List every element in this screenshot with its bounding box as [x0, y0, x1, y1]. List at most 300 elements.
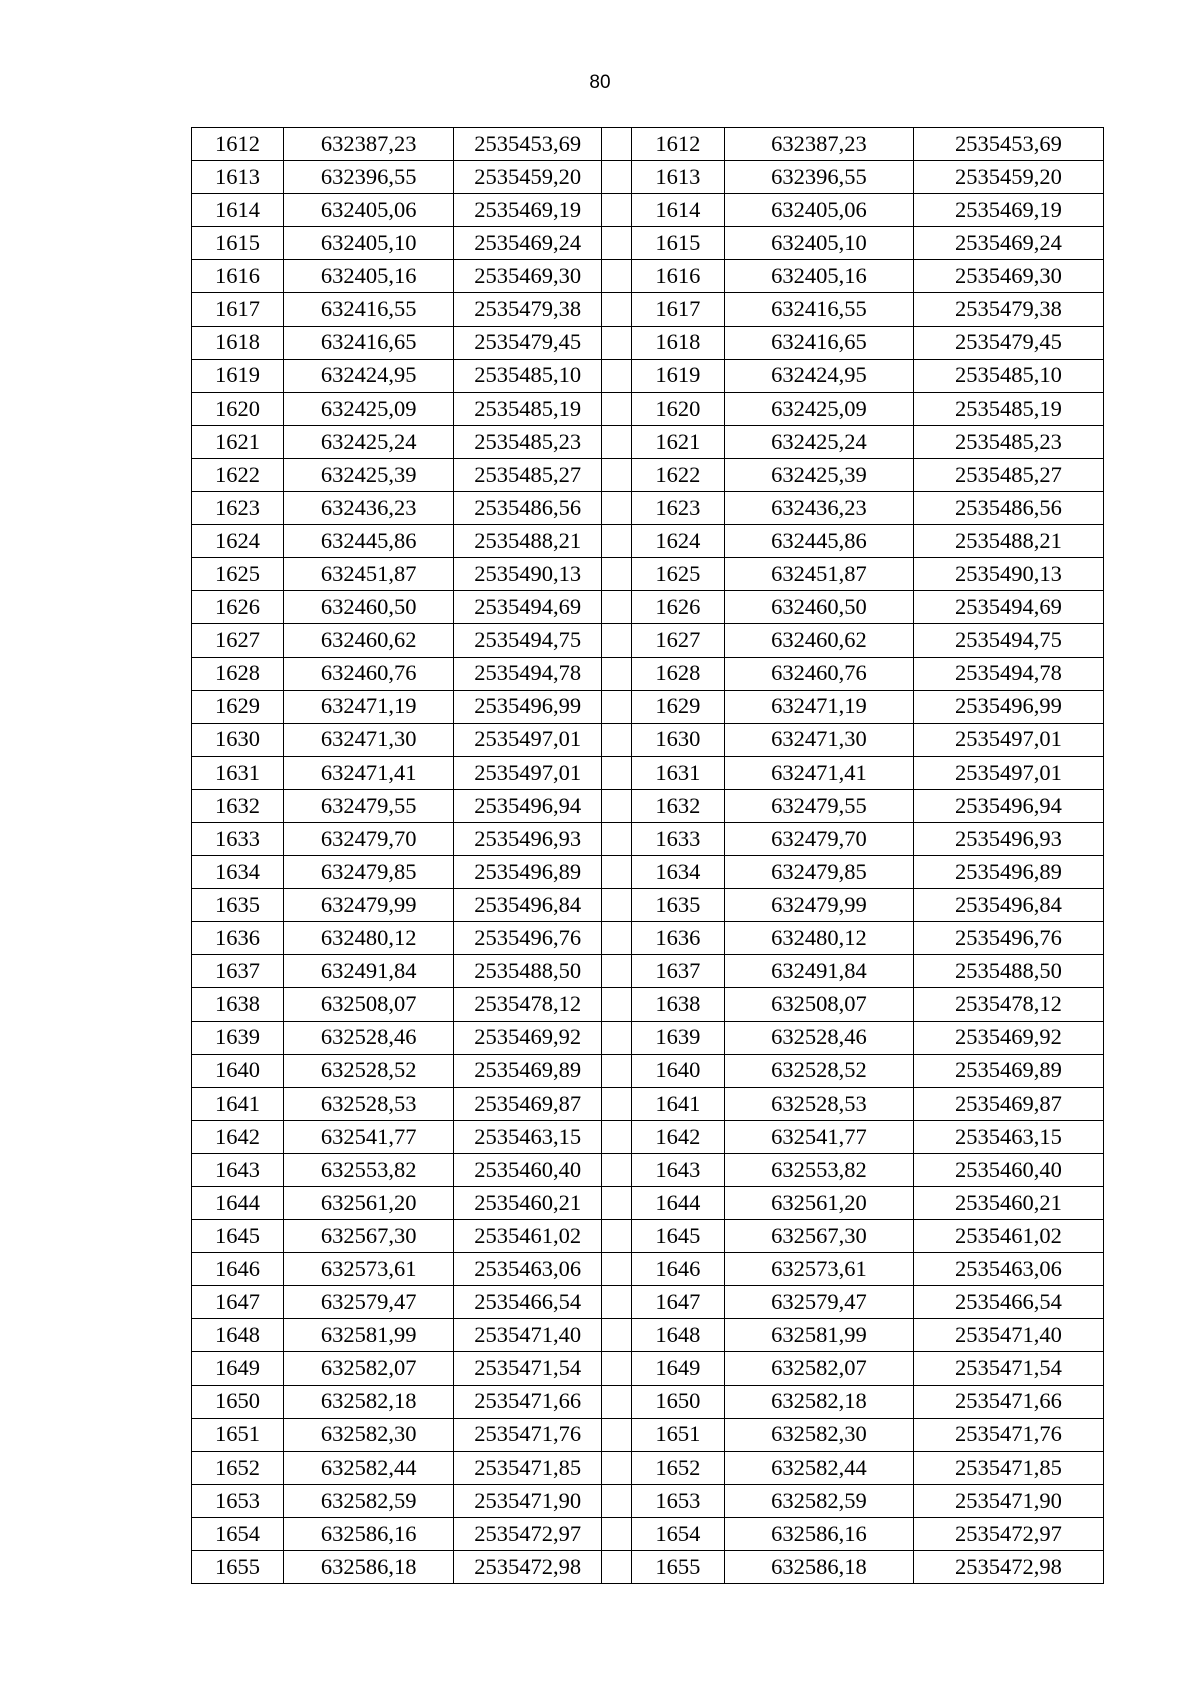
table-row [192, 1054, 1104, 1087]
x-coordinate-cell: 632567,30 [724, 1220, 913, 1253]
point-number-cell: 1637 [192, 955, 284, 988]
table-row [192, 856, 1104, 889]
point-number-cell: 1618 [631, 326, 724, 359]
x-coordinate-cell: 632425,09 [724, 392, 913, 425]
gap-cell [602, 492, 632, 525]
point-number-cell: 1628 [631, 657, 724, 690]
y-coordinate-cell: 2535496,89 [913, 856, 1103, 889]
gap-cell [602, 1418, 632, 1451]
point-number-cell: 1612 [631, 128, 724, 161]
y-coordinate-cell: 2535496,94 [454, 789, 602, 822]
point-number-cell: 1644 [192, 1187, 284, 1220]
gap-cell [602, 293, 632, 326]
y-coordinate-cell: 2535496,84 [454, 889, 602, 922]
x-coordinate-cell: 632528,46 [724, 1021, 913, 1054]
x-coordinate-cell: 632460,76 [283, 657, 453, 690]
point-number-cell: 1655 [192, 1551, 284, 1584]
gap-cell [602, 624, 632, 657]
y-coordinate-cell: 2535479,38 [913, 293, 1103, 326]
table-row [192, 1451, 1104, 1484]
x-coordinate-cell: 632586,16 [724, 1517, 913, 1550]
gap-cell [602, 1451, 632, 1484]
x-coordinate-cell: 632579,47 [724, 1286, 913, 1319]
table-row [192, 889, 1104, 922]
point-number-cell: 1645 [192, 1220, 284, 1253]
point-number-cell: 1627 [631, 624, 724, 657]
y-coordinate-cell: 2535496,76 [913, 922, 1103, 955]
gap-cell [602, 1253, 632, 1286]
point-number-cell: 1653 [192, 1484, 284, 1517]
gap-cell [602, 326, 632, 359]
x-coordinate-cell: 632586,18 [724, 1551, 913, 1584]
y-coordinate-cell: 2535486,56 [454, 492, 602, 525]
point-number-cell: 1630 [631, 723, 724, 756]
point-number-cell: 1632 [192, 789, 284, 822]
table-row [192, 657, 1104, 690]
point-number-cell: 1636 [631, 922, 724, 955]
table-row [192, 227, 1104, 260]
point-number-cell: 1617 [631, 293, 724, 326]
y-coordinate-cell: 2535460,21 [454, 1187, 602, 1220]
table-row [192, 822, 1104, 855]
point-number-cell: 1619 [192, 359, 284, 392]
y-coordinate-cell: 2535497,01 [913, 723, 1103, 756]
point-number-cell: 1647 [631, 1286, 724, 1319]
point-number-cell: 1646 [631, 1253, 724, 1286]
table-row [192, 558, 1104, 591]
gap-cell [602, 392, 632, 425]
x-coordinate-cell: 632582,44 [283, 1451, 453, 1484]
x-coordinate-cell: 632460,62 [283, 624, 453, 657]
coordinates-table [191, 127, 1104, 1584]
y-coordinate-cell: 2535485,10 [454, 359, 602, 392]
gap-cell [602, 988, 632, 1021]
x-coordinate-cell: 632471,41 [724, 756, 913, 789]
y-coordinate-cell: 2535469,24 [454, 227, 602, 260]
x-coordinate-cell: 632436,23 [724, 492, 913, 525]
point-number-cell: 1615 [192, 227, 284, 260]
y-coordinate-cell: 2535469,89 [913, 1054, 1103, 1087]
point-number-cell: 1614 [631, 194, 724, 227]
gap-cell [602, 822, 632, 855]
x-coordinate-cell: 632405,06 [724, 194, 913, 227]
coordinates-table-body [192, 128, 1104, 1584]
x-coordinate-cell: 632424,95 [724, 359, 913, 392]
table-row [192, 1484, 1104, 1517]
x-coordinate-cell: 632416,55 [283, 293, 453, 326]
y-coordinate-cell: 2535469,87 [454, 1087, 602, 1120]
point-number-cell: 1649 [192, 1352, 284, 1385]
x-coordinate-cell: 632573,61 [283, 1253, 453, 1286]
y-coordinate-cell: 2535497,01 [454, 756, 602, 789]
gap-cell [602, 1187, 632, 1220]
y-coordinate-cell: 2535471,85 [454, 1451, 602, 1484]
x-coordinate-cell: 632582,18 [724, 1385, 913, 1418]
x-coordinate-cell: 632396,55 [283, 161, 453, 194]
x-coordinate-cell: 632451,87 [724, 558, 913, 591]
x-coordinate-cell: 632491,84 [724, 955, 913, 988]
y-coordinate-cell: 2535496,76 [454, 922, 602, 955]
x-coordinate-cell: 632405,10 [724, 227, 913, 260]
table-row [192, 1517, 1104, 1550]
gap-cell [602, 756, 632, 789]
x-coordinate-cell: 632460,76 [724, 657, 913, 690]
y-coordinate-cell: 2535488,50 [454, 955, 602, 988]
point-number-cell: 1645 [631, 1220, 724, 1253]
point-number-cell: 1619 [631, 359, 724, 392]
point-number-cell: 1625 [192, 558, 284, 591]
y-coordinate-cell: 2535469,87 [913, 1087, 1103, 1120]
point-number-cell: 1626 [631, 591, 724, 624]
table-row [192, 293, 1104, 326]
table-row [192, 128, 1104, 161]
y-coordinate-cell: 2535485,19 [913, 392, 1103, 425]
x-coordinate-cell: 632579,47 [283, 1286, 453, 1319]
gap-cell [602, 690, 632, 723]
gap-cell [602, 591, 632, 624]
y-coordinate-cell: 2535463,15 [454, 1120, 602, 1153]
x-coordinate-cell: 632445,86 [724, 525, 913, 558]
table-row [192, 1120, 1104, 1153]
point-number-cell: 1633 [631, 822, 724, 855]
x-coordinate-cell: 632508,07 [724, 988, 913, 1021]
y-coordinate-cell: 2535490,13 [454, 558, 602, 591]
point-number-cell: 1623 [192, 492, 284, 525]
point-number-cell: 1622 [192, 458, 284, 491]
x-coordinate-cell: 632479,85 [283, 856, 453, 889]
y-coordinate-cell: 2535496,93 [454, 822, 602, 855]
x-coordinate-cell: 632479,85 [724, 856, 913, 889]
point-number-cell: 1627 [192, 624, 284, 657]
point-number-cell: 1623 [631, 492, 724, 525]
y-coordinate-cell: 2535469,19 [913, 194, 1103, 227]
x-coordinate-cell: 632581,99 [724, 1319, 913, 1352]
gap-cell [602, 1352, 632, 1385]
x-coordinate-cell: 632479,55 [724, 789, 913, 822]
x-coordinate-cell: 632582,18 [283, 1385, 453, 1418]
table-row [192, 1319, 1104, 1352]
y-coordinate-cell: 2535469,30 [454, 260, 602, 293]
y-coordinate-cell: 2535497,01 [913, 756, 1103, 789]
gap-cell [602, 723, 632, 756]
x-coordinate-cell: 632586,16 [283, 1517, 453, 1550]
table-row [192, 756, 1104, 789]
x-coordinate-cell: 632416,65 [724, 326, 913, 359]
point-number-cell: 1638 [631, 988, 724, 1021]
point-number-cell: 1629 [631, 690, 724, 723]
gap-cell [602, 955, 632, 988]
x-coordinate-cell: 632582,30 [283, 1418, 453, 1451]
point-number-cell: 1636 [192, 922, 284, 955]
x-coordinate-cell: 632424,95 [283, 359, 453, 392]
point-number-cell: 1642 [631, 1120, 724, 1153]
gap-cell [602, 1153, 632, 1186]
table-row [192, 1253, 1104, 1286]
point-number-cell: 1640 [631, 1054, 724, 1087]
y-coordinate-cell: 2535496,99 [454, 690, 602, 723]
gap-cell [602, 128, 632, 161]
table-row [192, 922, 1104, 955]
point-number-cell: 1629 [192, 690, 284, 723]
point-number-cell: 1635 [631, 889, 724, 922]
x-coordinate-cell: 632508,07 [283, 988, 453, 1021]
point-number-cell: 1620 [192, 392, 284, 425]
x-coordinate-cell: 632528,53 [283, 1087, 453, 1120]
y-coordinate-cell: 2535496,89 [454, 856, 602, 889]
table-row [192, 194, 1104, 227]
x-coordinate-cell: 632425,24 [283, 425, 453, 458]
point-number-cell: 1650 [631, 1385, 724, 1418]
y-coordinate-cell: 2535459,20 [454, 161, 602, 194]
gap-cell [602, 856, 632, 889]
point-number-cell: 1648 [631, 1319, 724, 1352]
y-coordinate-cell: 2535471,54 [454, 1352, 602, 1385]
y-coordinate-cell: 2535485,27 [454, 458, 602, 491]
table-row [192, 988, 1104, 1021]
point-number-cell: 1621 [631, 425, 724, 458]
y-coordinate-cell: 2535494,75 [454, 624, 602, 657]
table-row [192, 1286, 1104, 1319]
gap-cell [602, 525, 632, 558]
point-number-cell: 1639 [192, 1021, 284, 1054]
x-coordinate-cell: 632479,99 [724, 889, 913, 922]
table-row [192, 425, 1104, 458]
table-row [192, 624, 1104, 657]
gap-cell [602, 425, 632, 458]
gap-cell [602, 922, 632, 955]
point-number-cell: 1622 [631, 458, 724, 491]
x-coordinate-cell: 632425,09 [283, 392, 453, 425]
y-coordinate-cell: 2535453,69 [913, 128, 1103, 161]
table-row [192, 359, 1104, 392]
table-row [192, 955, 1104, 988]
gap-cell [602, 1220, 632, 1253]
y-coordinate-cell: 2535471,66 [454, 1385, 602, 1418]
x-coordinate-cell: 632460,50 [283, 591, 453, 624]
y-coordinate-cell: 2535496,84 [913, 889, 1103, 922]
point-number-cell: 1616 [631, 260, 724, 293]
table-row [192, 690, 1104, 723]
gap-cell [602, 227, 632, 260]
x-coordinate-cell: 632491,84 [283, 955, 453, 988]
point-number-cell: 1638 [192, 988, 284, 1021]
gap-cell [602, 558, 632, 591]
x-coordinate-cell: 632528,52 [283, 1054, 453, 1087]
x-coordinate-cell: 632586,18 [283, 1551, 453, 1584]
y-coordinate-cell: 2535478,12 [913, 988, 1103, 1021]
gap-cell [602, 1551, 632, 1584]
x-coordinate-cell: 632471,30 [724, 723, 913, 756]
x-coordinate-cell: 632582,44 [724, 1451, 913, 1484]
gap-cell [602, 1517, 632, 1550]
y-coordinate-cell: 2535461,02 [454, 1220, 602, 1253]
y-coordinate-cell: 2535471,90 [913, 1484, 1103, 1517]
point-number-cell: 1620 [631, 392, 724, 425]
point-number-cell: 1643 [631, 1153, 724, 1186]
point-number-cell: 1631 [631, 756, 724, 789]
y-coordinate-cell: 2535494,78 [913, 657, 1103, 690]
table-row [192, 260, 1104, 293]
point-number-cell: 1616 [192, 260, 284, 293]
table-row [192, 1220, 1104, 1253]
x-coordinate-cell: 632471,19 [283, 690, 453, 723]
y-coordinate-cell: 2535479,45 [913, 326, 1103, 359]
x-coordinate-cell: 632425,39 [283, 458, 453, 491]
point-number-cell: 1639 [631, 1021, 724, 1054]
table-row [192, 1021, 1104, 1054]
x-coordinate-cell: 632479,70 [724, 822, 913, 855]
x-coordinate-cell: 632561,20 [724, 1187, 913, 1220]
point-number-cell: 1615 [631, 227, 724, 260]
y-coordinate-cell: 2535494,75 [913, 624, 1103, 657]
point-number-cell: 1614 [192, 194, 284, 227]
x-coordinate-cell: 632479,70 [283, 822, 453, 855]
y-coordinate-cell: 2535488,21 [454, 525, 602, 558]
y-coordinate-cell: 2535459,20 [913, 161, 1103, 194]
point-number-cell: 1618 [192, 326, 284, 359]
point-number-cell: 1649 [631, 1352, 724, 1385]
x-coordinate-cell: 632479,55 [283, 789, 453, 822]
y-coordinate-cell: 2535471,40 [913, 1319, 1103, 1352]
y-coordinate-cell: 2535488,50 [913, 955, 1103, 988]
x-coordinate-cell: 632480,12 [283, 922, 453, 955]
y-coordinate-cell: 2535494,78 [454, 657, 602, 690]
table-row [192, 326, 1104, 359]
gap-cell [602, 260, 632, 293]
y-coordinate-cell: 2535496,94 [913, 789, 1103, 822]
y-coordinate-cell: 2535479,38 [454, 293, 602, 326]
x-coordinate-cell: 632396,55 [724, 161, 913, 194]
point-number-cell: 1624 [631, 525, 724, 558]
y-coordinate-cell: 2535460,40 [913, 1153, 1103, 1186]
point-number-cell: 1654 [631, 1517, 724, 1550]
point-number-cell: 1613 [631, 161, 724, 194]
point-number-cell: 1631 [192, 756, 284, 789]
point-number-cell: 1644 [631, 1187, 724, 1220]
x-coordinate-cell: 632416,55 [724, 293, 913, 326]
point-number-cell: 1647 [192, 1286, 284, 1319]
x-coordinate-cell: 632479,99 [283, 889, 453, 922]
point-number-cell: 1655 [631, 1551, 724, 1584]
point-number-cell: 1613 [192, 161, 284, 194]
table-row [192, 525, 1104, 558]
y-coordinate-cell: 2535488,21 [913, 525, 1103, 558]
gap-cell [602, 1021, 632, 1054]
point-number-cell: 1626 [192, 591, 284, 624]
y-coordinate-cell: 2535471,76 [913, 1418, 1103, 1451]
x-coordinate-cell: 632567,30 [283, 1220, 453, 1253]
table-row [192, 492, 1104, 525]
page-number: 80 [589, 72, 611, 93]
y-coordinate-cell: 2535466,54 [454, 1286, 602, 1319]
x-coordinate-cell: 632405,16 [724, 260, 913, 293]
y-coordinate-cell: 2535485,19 [454, 392, 602, 425]
y-coordinate-cell: 2535485,23 [454, 425, 602, 458]
x-coordinate-cell: 632451,87 [283, 558, 453, 591]
table-row [192, 1385, 1104, 1418]
x-coordinate-cell: 632582,07 [724, 1352, 913, 1385]
table-row [192, 1087, 1104, 1120]
gap-cell [602, 1120, 632, 1153]
y-coordinate-cell: 2535463,06 [913, 1253, 1103, 1286]
x-coordinate-cell: 632416,65 [283, 326, 453, 359]
y-coordinate-cell: 2535485,23 [913, 425, 1103, 458]
y-coordinate-cell: 2535486,56 [913, 492, 1103, 525]
y-coordinate-cell: 2535497,01 [454, 723, 602, 756]
table-row [192, 1352, 1104, 1385]
gap-cell [602, 1484, 632, 1517]
y-coordinate-cell: 2535471,66 [913, 1385, 1103, 1418]
x-coordinate-cell: 632460,50 [724, 591, 913, 624]
y-coordinate-cell: 2535461,02 [913, 1220, 1103, 1253]
y-coordinate-cell: 2535471,40 [454, 1319, 602, 1352]
y-coordinate-cell: 2535460,40 [454, 1153, 602, 1186]
x-coordinate-cell: 632405,10 [283, 227, 453, 260]
gap-cell [602, 1385, 632, 1418]
x-coordinate-cell: 632387,23 [283, 128, 453, 161]
gap-cell [602, 657, 632, 690]
y-coordinate-cell: 2535496,93 [913, 822, 1103, 855]
table-row [192, 1551, 1104, 1584]
point-number-cell: 1652 [192, 1451, 284, 1484]
y-coordinate-cell: 2535496,99 [913, 690, 1103, 723]
y-coordinate-cell: 2535479,45 [454, 326, 602, 359]
point-number-cell: 1630 [192, 723, 284, 756]
point-number-cell: 1641 [631, 1087, 724, 1120]
x-coordinate-cell: 632541,77 [724, 1120, 913, 1153]
gap-cell [602, 194, 632, 227]
point-number-cell: 1628 [192, 657, 284, 690]
table-row [192, 161, 1104, 194]
x-coordinate-cell: 632553,82 [724, 1153, 913, 1186]
point-number-cell: 1637 [631, 955, 724, 988]
y-coordinate-cell: 2535472,98 [913, 1551, 1103, 1584]
point-number-cell: 1612 [192, 128, 284, 161]
table-row [192, 392, 1104, 425]
table-row [192, 723, 1104, 756]
point-number-cell: 1635 [192, 889, 284, 922]
y-coordinate-cell: 2535463,15 [913, 1120, 1103, 1153]
y-coordinate-cell: 2535463,06 [454, 1253, 602, 1286]
x-coordinate-cell: 632561,20 [283, 1187, 453, 1220]
table-row [192, 1187, 1104, 1220]
x-coordinate-cell: 632460,62 [724, 624, 913, 657]
x-coordinate-cell: 632471,41 [283, 756, 453, 789]
x-coordinate-cell: 632582,59 [283, 1484, 453, 1517]
y-coordinate-cell: 2535469,89 [454, 1054, 602, 1087]
y-coordinate-cell: 2535472,97 [913, 1517, 1103, 1550]
gap-cell [602, 359, 632, 392]
gap-cell [602, 1087, 632, 1120]
y-coordinate-cell: 2535469,24 [913, 227, 1103, 260]
table-row [192, 458, 1104, 491]
y-coordinate-cell: 2535471,90 [454, 1484, 602, 1517]
y-coordinate-cell: 2535490,13 [913, 558, 1103, 591]
x-coordinate-cell: 632471,19 [724, 690, 913, 723]
y-coordinate-cell: 2535471,76 [454, 1418, 602, 1451]
x-coordinate-cell: 632582,30 [724, 1418, 913, 1451]
point-number-cell: 1654 [192, 1517, 284, 1550]
y-coordinate-cell: 2535469,92 [454, 1021, 602, 1054]
point-number-cell: 1633 [192, 822, 284, 855]
y-coordinate-cell: 2535469,19 [454, 194, 602, 227]
point-number-cell: 1640 [192, 1054, 284, 1087]
point-number-cell: 1642 [192, 1120, 284, 1153]
x-coordinate-cell: 632581,99 [283, 1319, 453, 1352]
point-number-cell: 1624 [192, 525, 284, 558]
y-coordinate-cell: 2535471,54 [913, 1352, 1103, 1385]
x-coordinate-cell: 632582,07 [283, 1352, 453, 1385]
